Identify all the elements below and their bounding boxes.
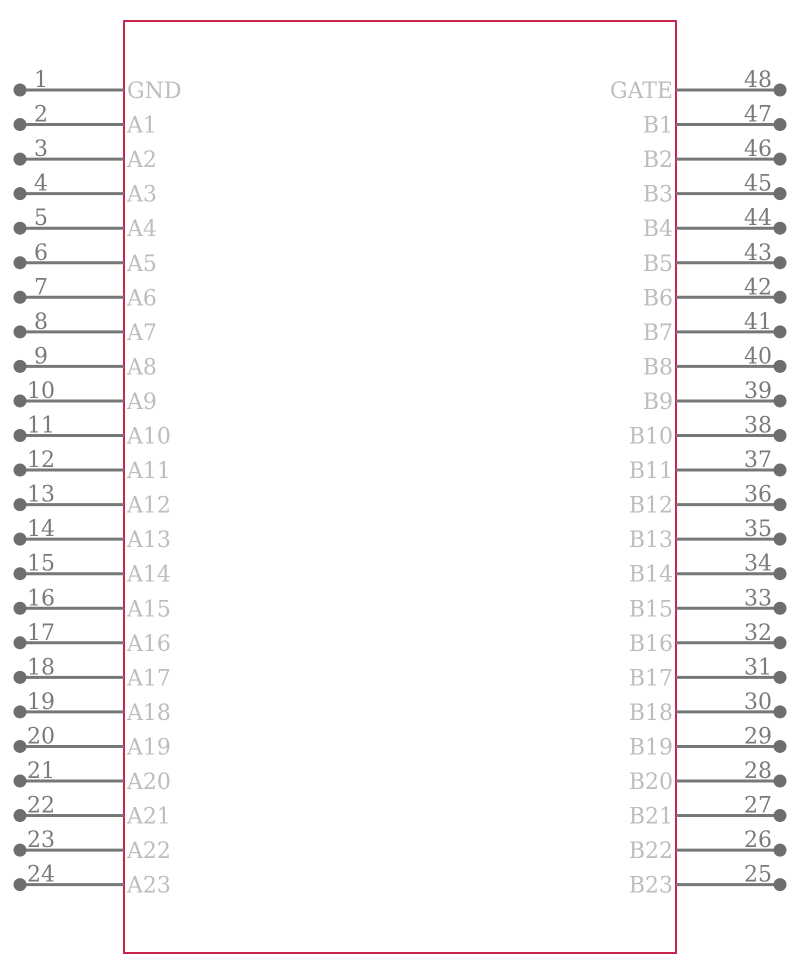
pin-19 bbox=[14, 690, 171, 726]
pin-name-label: A13 bbox=[127, 528, 171, 554]
pin-22 bbox=[14, 794, 171, 830]
pin-37 bbox=[629, 448, 787, 484]
pin-39 bbox=[643, 379, 787, 415]
pin-number-label: 32 bbox=[744, 620, 772, 646]
pin-number-label: 29 bbox=[744, 724, 772, 750]
pin-name-label: B3 bbox=[642, 182, 673, 208]
component-body bbox=[124, 21, 676, 953]
pin-name-label: B8 bbox=[642, 355, 673, 381]
pin-18 bbox=[14, 655, 171, 691]
pin-endpoint[interactable] bbox=[14, 740, 27, 753]
pin-number-label: 19 bbox=[27, 689, 55, 715]
pin-endpoint[interactable] bbox=[774, 878, 787, 891]
pin-48 bbox=[610, 68, 787, 104]
pin-name-label: A22 bbox=[127, 839, 171, 865]
pin-16 bbox=[14, 586, 171, 622]
pin-endpoint[interactable] bbox=[14, 809, 27, 822]
pin-23 bbox=[14, 828, 171, 864]
pin-name-label: A9 bbox=[127, 389, 157, 415]
pin-number-label: 44 bbox=[744, 206, 772, 232]
pin-4 bbox=[14, 172, 157, 208]
pin-number-label: 43 bbox=[744, 240, 772, 266]
pin-number-label: 11 bbox=[27, 413, 55, 439]
pin-45 bbox=[643, 172, 787, 208]
pin-28 bbox=[629, 759, 787, 795]
pin-25 bbox=[629, 863, 787, 899]
pin-5 bbox=[14, 206, 157, 242]
pin-endpoint[interactable] bbox=[774, 533, 787, 546]
pin-endpoint[interactable] bbox=[14, 429, 27, 442]
pin-endpoint[interactable] bbox=[774, 671, 787, 684]
pin-name-label: B13 bbox=[628, 528, 673, 554]
pin-endpoint[interactable] bbox=[774, 325, 787, 338]
pin-number-label: 22 bbox=[27, 793, 55, 819]
pin-name-label: B2 bbox=[642, 148, 673, 174]
pin-name-label: A1 bbox=[127, 113, 157, 139]
pin-number-label: 38 bbox=[744, 413, 772, 439]
pin-number-label: 15 bbox=[27, 551, 55, 577]
pin-endpoint[interactable] bbox=[774, 256, 787, 269]
pin-endpoint[interactable] bbox=[774, 360, 787, 373]
pin-name-label: B17 bbox=[628, 666, 673, 692]
pin-number-label: 6 bbox=[34, 240, 48, 266]
pin-12 bbox=[14, 448, 171, 484]
pin-name-label: B18 bbox=[628, 700, 673, 726]
pin-endpoint[interactable] bbox=[14, 187, 27, 200]
pin-name-label: A10 bbox=[127, 424, 171, 450]
pin-endpoint[interactable] bbox=[774, 153, 787, 166]
pin-name-label: B21 bbox=[628, 804, 673, 830]
pin-name-label: B23 bbox=[628, 873, 673, 899]
pin-name-label: GND bbox=[127, 79, 182, 104]
pin-endpoint[interactable] bbox=[14, 360, 27, 373]
pin-endpoint[interactable] bbox=[14, 533, 27, 546]
pin-endpoint[interactable] bbox=[14, 325, 27, 338]
pin-43 bbox=[643, 241, 787, 277]
pin-name-label: A23 bbox=[127, 873, 171, 899]
pin-endpoint[interactable] bbox=[774, 464, 787, 477]
pin-name-label: A19 bbox=[127, 735, 171, 761]
pin-endpoint[interactable] bbox=[14, 878, 27, 891]
pin-34 bbox=[629, 552, 787, 588]
pin-endpoint[interactable] bbox=[14, 394, 27, 407]
pin-number-label: 17 bbox=[27, 620, 55, 646]
pin-3 bbox=[14, 137, 157, 173]
pin-number-label: 12 bbox=[27, 448, 55, 474]
pin-name-label: GATE bbox=[610, 79, 673, 104]
pin-number-label: 35 bbox=[744, 517, 772, 543]
pin-endpoint[interactable] bbox=[774, 291, 787, 304]
pin-number-label: 39 bbox=[744, 378, 772, 404]
pin-name-label: B20 bbox=[628, 770, 673, 795]
pin-24 bbox=[14, 863, 171, 899]
pin-name-label: A18 bbox=[127, 700, 171, 726]
pin-endpoint[interactable] bbox=[774, 775, 787, 788]
pin-name-label: A11 bbox=[127, 459, 171, 485]
pin-name-label: B12 bbox=[628, 493, 673, 519]
pin-name-label: A21 bbox=[127, 804, 171, 830]
pin-name-label: B10 bbox=[628, 424, 673, 450]
pin-endpoint[interactable] bbox=[774, 498, 787, 511]
pin-endpoint[interactable] bbox=[774, 844, 787, 857]
pin-15 bbox=[14, 552, 171, 588]
pin-endpoint[interactable] bbox=[774, 84, 787, 97]
pin-number-label: 18 bbox=[27, 655, 55, 681]
pin-endpoint[interactable] bbox=[774, 636, 787, 649]
pin-name-label: A5 bbox=[127, 251, 157, 277]
pin-name-label: A14 bbox=[127, 562, 171, 588]
pin-name-label: B6 bbox=[642, 286, 673, 312]
pin-endpoint[interactable] bbox=[14, 636, 27, 649]
pin-10 bbox=[14, 379, 157, 415]
pin-endpoint[interactable] bbox=[14, 775, 27, 788]
pin-name-label: B7 bbox=[642, 320, 673, 346]
pin-number-label: 25 bbox=[744, 862, 772, 888]
pin-32 bbox=[629, 621, 787, 657]
pin-endpoint[interactable] bbox=[14, 602, 27, 615]
pin-21 bbox=[14, 759, 171, 795]
pin-endpoint[interactable] bbox=[14, 844, 27, 857]
pin-number-label: 42 bbox=[744, 275, 772, 301]
pin-number-label: 30 bbox=[744, 689, 772, 715]
pin-number-label: 10 bbox=[27, 378, 55, 404]
pin-endpoint[interactable] bbox=[14, 705, 27, 718]
pin-11 bbox=[14, 414, 171, 450]
pin-endpoint[interactable] bbox=[774, 740, 787, 753]
pin-number-label: 14 bbox=[27, 517, 55, 543]
pin-number-label: 2 bbox=[34, 102, 48, 128]
pin-name-label: B22 bbox=[628, 839, 673, 865]
pin-number-label: 33 bbox=[744, 586, 772, 612]
pin-endpoint[interactable] bbox=[774, 118, 787, 131]
pin-1 bbox=[14, 68, 182, 104]
pin-endpoint[interactable] bbox=[14, 498, 27, 511]
pin-endpoint[interactable] bbox=[774, 705, 787, 718]
pin-41 bbox=[643, 310, 787, 346]
pin-name-label: B14 bbox=[628, 562, 673, 588]
pin-endpoint[interactable] bbox=[774, 567, 787, 580]
pin-endpoint[interactable] bbox=[14, 118, 27, 131]
pin-name-label: B5 bbox=[642, 251, 673, 277]
pin-13 bbox=[14, 483, 171, 519]
pin-number-label: 28 bbox=[744, 759, 772, 784]
pin-number-label: 34 bbox=[744, 551, 772, 577]
pin-endpoint[interactable] bbox=[774, 187, 787, 200]
pin-27 bbox=[629, 794, 787, 830]
pin-endpoint[interactable] bbox=[14, 671, 27, 684]
pin-14 bbox=[14, 517, 171, 553]
pin-endpoint[interactable] bbox=[14, 567, 27, 580]
pin-endpoint[interactable] bbox=[14, 256, 27, 269]
pin-number-label: 21 bbox=[27, 759, 55, 784]
pin-name-label: A8 bbox=[127, 355, 157, 381]
pin-endpoint[interactable] bbox=[14, 222, 27, 235]
pin-endpoint[interactable] bbox=[14, 464, 27, 477]
pin-number-label: 7 bbox=[34, 275, 48, 301]
pin-endpoint[interactable] bbox=[774, 394, 787, 407]
pin-endpoint[interactable] bbox=[774, 602, 787, 615]
pin-number-label: 24 bbox=[27, 862, 55, 888]
pin-2 bbox=[14, 103, 157, 139]
pin-20 bbox=[14, 724, 171, 760]
pin-name-label: A6 bbox=[127, 286, 157, 312]
pin-number-label: 26 bbox=[744, 828, 772, 854]
pin-number-label: 1 bbox=[34, 68, 48, 93]
pin-endpoint[interactable] bbox=[14, 84, 27, 97]
pin-29 bbox=[629, 724, 787, 760]
pin-name-label: B19 bbox=[628, 735, 673, 761]
pin-36 bbox=[629, 483, 787, 519]
pin-6 bbox=[14, 241, 157, 277]
left-pin-group bbox=[14, 68, 182, 899]
pin-name-label: A2 bbox=[127, 148, 157, 174]
pin-number-label: 45 bbox=[744, 171, 772, 197]
pin-number-label: 23 bbox=[27, 828, 55, 854]
pin-number-label: 13 bbox=[27, 482, 55, 508]
pin-name-label: B4 bbox=[642, 217, 673, 243]
pin-number-label: 31 bbox=[744, 655, 772, 681]
right-pin-group bbox=[610, 68, 787, 899]
pin-endpoint[interactable] bbox=[14, 291, 27, 304]
pin-endpoint[interactable] bbox=[774, 809, 787, 822]
pin-number-label: 40 bbox=[744, 344, 772, 370]
pin-33 bbox=[629, 586, 787, 622]
pin-name-label: A3 bbox=[127, 182, 157, 208]
pin-name-label: A20 bbox=[127, 770, 171, 795]
pin-endpoint[interactable] bbox=[774, 429, 787, 442]
pin-name-label: A12 bbox=[127, 493, 171, 519]
pin-47 bbox=[643, 103, 787, 139]
pin-number-label: 5 bbox=[34, 206, 48, 232]
pin-17 bbox=[14, 621, 171, 657]
pin-38 bbox=[629, 414, 787, 450]
pin-endpoint[interactable] bbox=[14, 153, 27, 166]
pin-number-label: 37 bbox=[744, 448, 772, 474]
pin-26 bbox=[629, 828, 787, 864]
pin-number-label: 47 bbox=[744, 102, 772, 128]
pin-number-label: 3 bbox=[34, 137, 48, 163]
pin-number-label: 48 bbox=[744, 68, 772, 93]
pin-number-label: 16 bbox=[27, 586, 55, 612]
pin-number-label: 8 bbox=[34, 309, 48, 335]
pin-name-label: B11 bbox=[628, 459, 673, 485]
pin-40 bbox=[643, 344, 787, 380]
pin-42 bbox=[643, 275, 787, 311]
pin-number-label: 4 bbox=[34, 171, 48, 197]
pin-35 bbox=[629, 517, 787, 553]
pin-number-label: 36 bbox=[744, 482, 772, 508]
pin-number-label: 9 bbox=[34, 344, 48, 370]
pin-name-label: A16 bbox=[127, 631, 171, 657]
pin-name-label: B16 bbox=[628, 631, 673, 657]
pin-name-label: A17 bbox=[127, 666, 171, 692]
pin-name-label: A15 bbox=[127, 597, 171, 623]
pin-46 bbox=[643, 137, 787, 173]
pin-number-label: 20 bbox=[27, 724, 55, 750]
pin-9 bbox=[14, 344, 157, 380]
pin-7 bbox=[14, 275, 157, 311]
pin-44 bbox=[643, 206, 787, 242]
pin-name-label: A4 bbox=[127, 217, 157, 243]
pin-name-label: B1 bbox=[642, 113, 673, 139]
pin-name-label: B9 bbox=[642, 389, 673, 415]
pin-number-label: 27 bbox=[744, 793, 772, 819]
pin-name-label: A7 bbox=[127, 320, 157, 346]
pin-name-label: B15 bbox=[628, 597, 673, 623]
pin-30 bbox=[629, 690, 787, 726]
pin-endpoint[interactable] bbox=[774, 222, 787, 235]
pin-8 bbox=[14, 310, 157, 346]
pin-number-label: 46 bbox=[744, 137, 772, 163]
pin-number-label: 41 bbox=[744, 309, 772, 335]
pin-31 bbox=[629, 655, 787, 691]
